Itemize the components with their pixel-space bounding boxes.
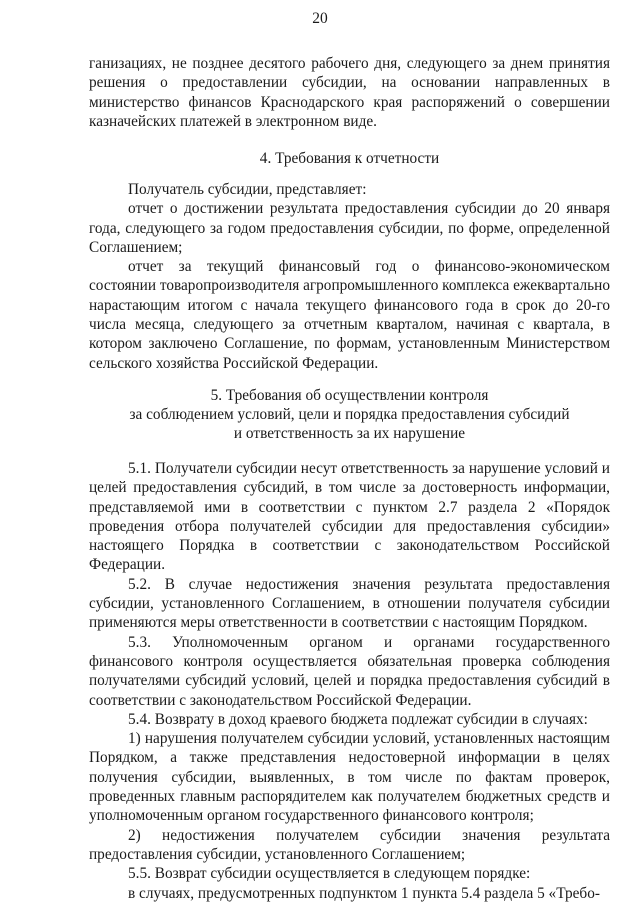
section5-heading-line1: 5. Требования об осуществлении контроля	[210, 387, 489, 404]
page-number: 20	[312, 10, 328, 27]
clause-5-5: 5.5. Возврат субсидии осуществляется в следующем порядке:	[128, 865, 531, 883]
section4-body	[89, 180, 610, 373]
clause-5-4: 5.4. Возврату в доход краевого бюджета подлежат субсидии в случаях:	[128, 710, 588, 728]
section4-item1: отчет о достижении результата предоставления субсидии до 20 января года, следующего за годом предоставления субсидии, по форме, определенной Соглашением;	[89, 200, 610, 256]
section5-body	[89, 459, 610, 903]
section4-heading: 4. Требования к отчетности	[259, 150, 440, 167]
clause-5-1: 5.1. Получатели субсидии несут ответственность за нарушение условий и целей предоставления субсидий, в том числе за достоверность информации, представляемой ими в соответствии с пунктом 2.7 раздела 2 «Порядок проведения отбора получателей субсидии для предоставления субсидии» настоящего Порядка в соответствии с законодательством Российской Федерации.	[89, 460, 610, 574]
intro-block	[89, 54, 610, 131]
section4-lead: Получатель субсидии, представляет:	[128, 181, 367, 198]
intro-paragraph: ганизациях, не позднее десятого рабочего дня, следующего за днем принятия решения о предоставлении субсидии, на основании направленных в министерство финансов Краснодарского края распоряжений о совершении казначейских платежей в электронном виде.	[89, 55, 610, 130]
section5-heading-line3: и ответственность за их нарушение	[233, 425, 466, 442]
section4-item2: отчет за текущий финансовый год о финансово-экономическом состоянии товаропроизводителя агропромышленного комплекса ежеквартально нарастающим итогом с начала текущего финансового года в срок до 20-го числа месяца, следующего за отчетным кварталом, начиная с квартала, в котором заключено Соглашение, по формам, установленным Министерством сельского хозяйства Российской Федерации.	[89, 258, 610, 372]
clause-5-2: 5.2. В случае недостижения значения результата предоставления субсидии, установленного Соглашением, в отношении получателя субсидии применяются меры ответственности в соответствии с настоящим Порядком.	[89, 575, 610, 632]
clause-5-3: 5.3. Уполномоченным органом и органами государственного финансового контроля осуществляется обязательная проверка соблюдения получателями субсидий условий, целей и порядка предоставления субсидий в соответствии с законодательством Российской Федерации.	[89, 633, 610, 709]
clause-5-4-1: 1) нарушения получателем субсидии условий, установленных настоящим Порядком, а также представления недостоверной информации в целях получения субсидии, выявленных, в том числе по фактам проверок, проведенных главным распорядителем как получателем бюджетных средств и уполномоченным органом государственного финансового контроля;	[89, 730, 610, 825]
clause-5-4-2: 2) недостижения получателем субсидии значения результата предоставления субсидии, установленного Соглашением;	[89, 826, 610, 863]
section5-heading-line2: за соблюдением условий, цели и порядка предоставления субсидий	[129, 406, 570, 423]
clause-5-5-a: в случаях, предусмотренных подпунктом 1 пункта 5.4 раздела 5 «Требо-	[128, 884, 600, 902]
